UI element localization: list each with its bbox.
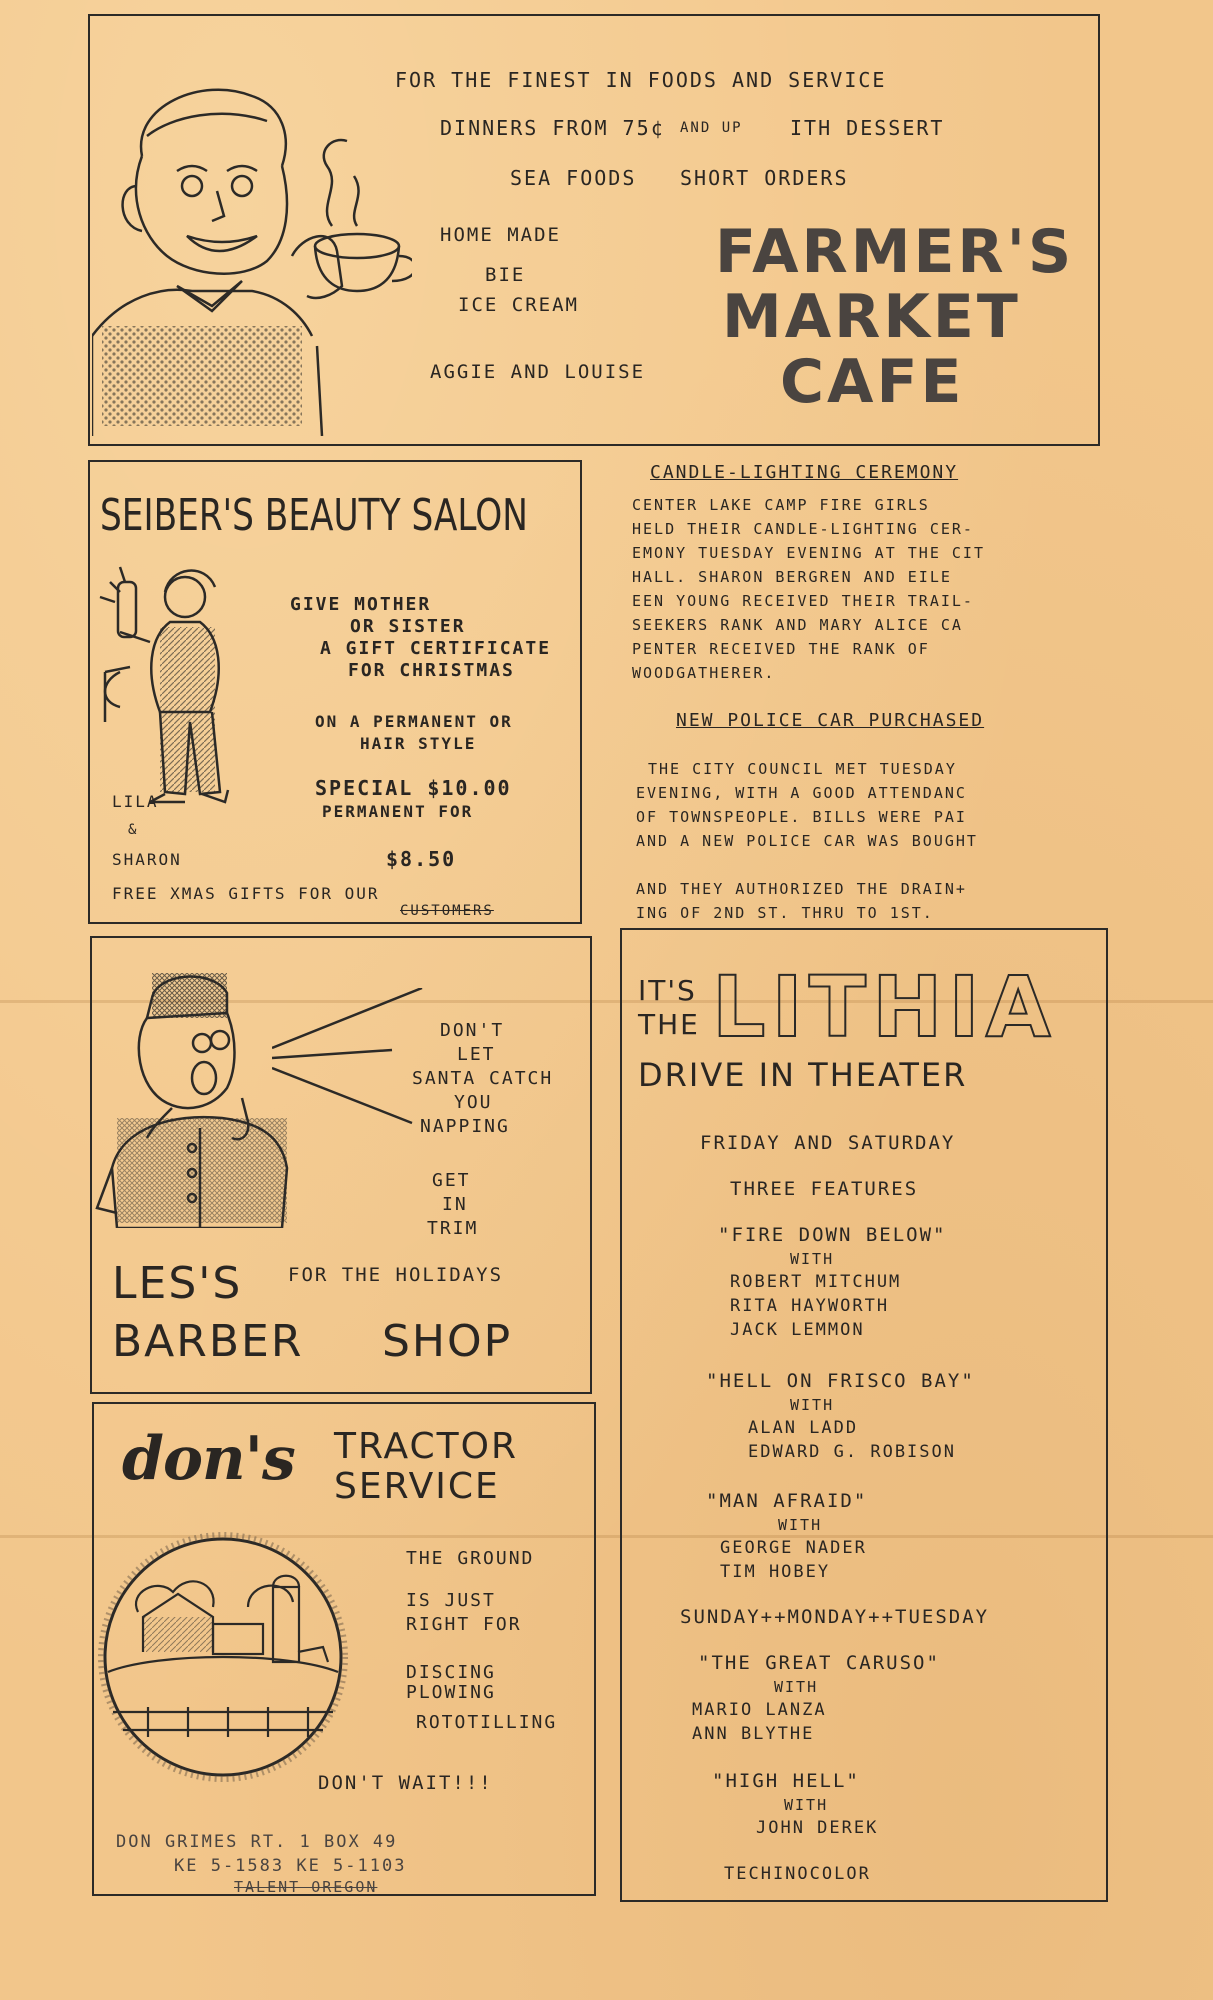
news-line: CENTER LAKE CAMP FIRE GIRLS: [632, 496, 930, 514]
theater-its: IT'S: [638, 974, 697, 1007]
movie-star: GEORGE NADER: [720, 1538, 867, 1558]
salon-title: SEIBER'S BEAUTY SALON: [100, 490, 528, 541]
tractor-title-2: SERVICE: [334, 1466, 500, 1507]
theater-name: LITHIA: [712, 958, 1057, 1056]
cafe-homemade: HOME MADE: [440, 224, 561, 246]
salon-free-gifts: FREE XMAS GIFTS FOR OUR: [112, 884, 380, 903]
barber-s8: TRIM: [427, 1218, 479, 1239]
news-line: EEN YOUNG RECEIVED THEIR TRAIL-: [632, 592, 974, 610]
lady-mirror-illustration: [90, 562, 280, 822]
movie-star: ROBERT MITCHUM: [730, 1272, 902, 1292]
cafe-name-2: MARKET: [722, 282, 1021, 352]
theater-features: THREE FEATURES: [730, 1178, 919, 1200]
movie-title: "HELL ON FRISCO BAY": [706, 1370, 975, 1392]
barber-s3: SANTA CATCH: [412, 1068, 554, 1089]
movie-star: ALAN LADD: [748, 1418, 859, 1438]
tractor-title-1: TRACTOR: [334, 1426, 519, 1467]
news-line: OF TOWNSPEOPLE. BILLS WERE PAI: [636, 808, 967, 826]
barber-s7: IN: [442, 1194, 468, 1215]
news-line: ING OF 2ND ST. THRU TO 1ST.: [636, 904, 934, 922]
salon-line-5: ON A PERMANENT OR: [315, 712, 513, 731]
news-line: EMONY TUESDAY EVENING AT THE CIT: [632, 544, 985, 562]
with-label: WITH: [778, 1516, 823, 1534]
barber-ad: [90, 936, 592, 1394]
cafe-pie: BIE: [485, 264, 526, 286]
movie-star: JACK LEMMON: [730, 1320, 865, 1340]
cafe-ad: [88, 14, 1100, 446]
tractor-l4: DISCING: [406, 1662, 496, 1683]
barber-holidays: FOR THE HOLIDAYS: [288, 1264, 504, 1286]
tractor-l6: ROTOTILLING: [416, 1712, 558, 1733]
cafe-and-up: AND UP: [680, 120, 743, 136]
farm-barn-illustration: [98, 1532, 348, 1782]
barber-name-1: LES'S: [112, 1258, 243, 1309]
movie-star: RITA HAYWORTH: [730, 1296, 890, 1316]
with-label: WITH: [774, 1678, 819, 1696]
movie-title: "MAN AFRAID": [706, 1490, 868, 1512]
barber-s1: DON'T: [440, 1020, 505, 1041]
theater-color: TECHINOCOLOR: [724, 1864, 871, 1884]
cafe-seafoods: SEA FOODS: [510, 166, 637, 190]
tractor-contact-2: KE 5-1583 KE 5-1103: [174, 1856, 407, 1876]
tractor-contact-1: DON GRIMES RT. 1 BOX 49: [116, 1832, 398, 1852]
news-line: THE CITY COUNCIL MET TUESDAY: [648, 760, 957, 778]
cafe-icecream: ICE CREAM: [458, 294, 579, 316]
salon-line-2: OR SISTER: [350, 616, 466, 637]
theater-ad: [620, 928, 1108, 1902]
news-line: WOODGATHERER.: [632, 664, 776, 682]
news-line: HALL. SHARON BERGREN AND EILE: [632, 568, 952, 586]
with-label: WITH: [784, 1796, 829, 1814]
movie-star: MARIO LANZA: [692, 1700, 827, 1720]
salon-customers: CUSTOMERS: [400, 903, 494, 919]
salon-line-4: FOR CHRISTMAS: [348, 660, 515, 681]
salon-line-8: PERMANENT FOR: [322, 802, 474, 821]
salon-staff-1: LILA: [112, 792, 159, 811]
salon-line-6: HAIR STYLE: [360, 734, 477, 753]
movie-star: ANN BLYTHE: [692, 1724, 815, 1744]
movie-title: "HIGH HELL": [712, 1770, 860, 1792]
movie-star: JOHN DEREK: [756, 1818, 879, 1838]
shout-lines-icon: [272, 988, 432, 1128]
cafe-dessert: ITH DESSERT: [790, 116, 945, 140]
with-label: WITH: [790, 1396, 835, 1414]
tractor-contact-3: TALENT OREGON: [234, 1878, 378, 1896]
movie-title: "FIRE DOWN BELOW": [718, 1224, 947, 1246]
cafe-short-orders: SHORT ORDERS: [680, 166, 849, 190]
tractor-l1: THE GROUND: [406, 1548, 535, 1569]
movie-title: "THE GREAT CARUSO": [698, 1652, 940, 1674]
barber-s5: NAPPING: [420, 1116, 510, 1137]
salon-line-3: A GIFT CERTIFICATE: [320, 638, 552, 659]
barber-s2: LET: [457, 1044, 496, 1065]
tractor-brand: don's: [122, 1424, 295, 1494]
barber-s6: GET: [432, 1170, 471, 1191]
news-headline-2: NEW POLICE CAR PURCHASED: [676, 710, 985, 731]
theater-days-1: FRIDAY AND SATURDAY: [700, 1132, 956, 1154]
cafe-line-1: FOR THE FINEST IN FOODS AND SERVICE: [395, 68, 887, 92]
coffee-man-illustration: [92, 76, 412, 436]
tractor-ad: [92, 1402, 596, 1896]
barber-name-2: BARBER: [112, 1316, 304, 1367]
tractor-l5: PLOWING: [406, 1682, 496, 1703]
news-line: PENTER RECEIVED THE RANK OF: [632, 640, 930, 658]
barber-name-3: SHOP: [382, 1316, 513, 1367]
news-line: AND A NEW POLICE CAR WAS BOUGHT: [636, 832, 978, 850]
news-line: AND THEY AUTHORIZED THE DRAIN+: [636, 880, 967, 898]
theater-the: THE: [638, 1008, 700, 1041]
with-label: WITH: [790, 1250, 835, 1268]
cafe-name-1: FARMER'S: [715, 217, 1075, 287]
theater-subtitle: DRIVE IN THEATER: [638, 1056, 968, 1094]
cafe-dinners: DINNERS FROM 75¢: [440, 116, 665, 140]
theater-days-2: SUNDAY++MONDAY++TUESDAY: [680, 1606, 990, 1628]
movie-star: TIM HOBEY: [720, 1562, 831, 1582]
tractor-l2: IS JUST: [406, 1590, 496, 1611]
salon-ad: [88, 460, 582, 924]
tractor-l7: DON'T WAIT!!!: [318, 1772, 493, 1794]
tractor-l3: RIGHT FOR: [406, 1614, 522, 1635]
salon-line-1: GIVE MOTHER: [290, 594, 432, 615]
news-headline-1: CANDLE-LIGHTING CEREMONY: [650, 462, 959, 483]
salon-line-7: SPECIAL $10.00: [315, 776, 512, 800]
salon-staff-3: SHARON: [112, 850, 182, 869]
barber-s4: YOU: [454, 1092, 493, 1113]
cafe-name-3: CAFE: [780, 347, 965, 417]
news-line: HELD THEIR CANDLE-LIGHTING CER-: [632, 520, 974, 538]
salon-staff-2: &: [128, 822, 139, 838]
salon-price: $8.50: [386, 847, 457, 871]
news-line: SEEKERS RANK AND MARY ALICE CA: [632, 616, 963, 634]
news-line: EVENING, WITH A GOOD ATTENDANC: [636, 784, 967, 802]
movie-star: EDWARD G. ROBISON: [748, 1442, 956, 1462]
cafe-owners: AGGIE AND LOUISE: [430, 361, 646, 383]
